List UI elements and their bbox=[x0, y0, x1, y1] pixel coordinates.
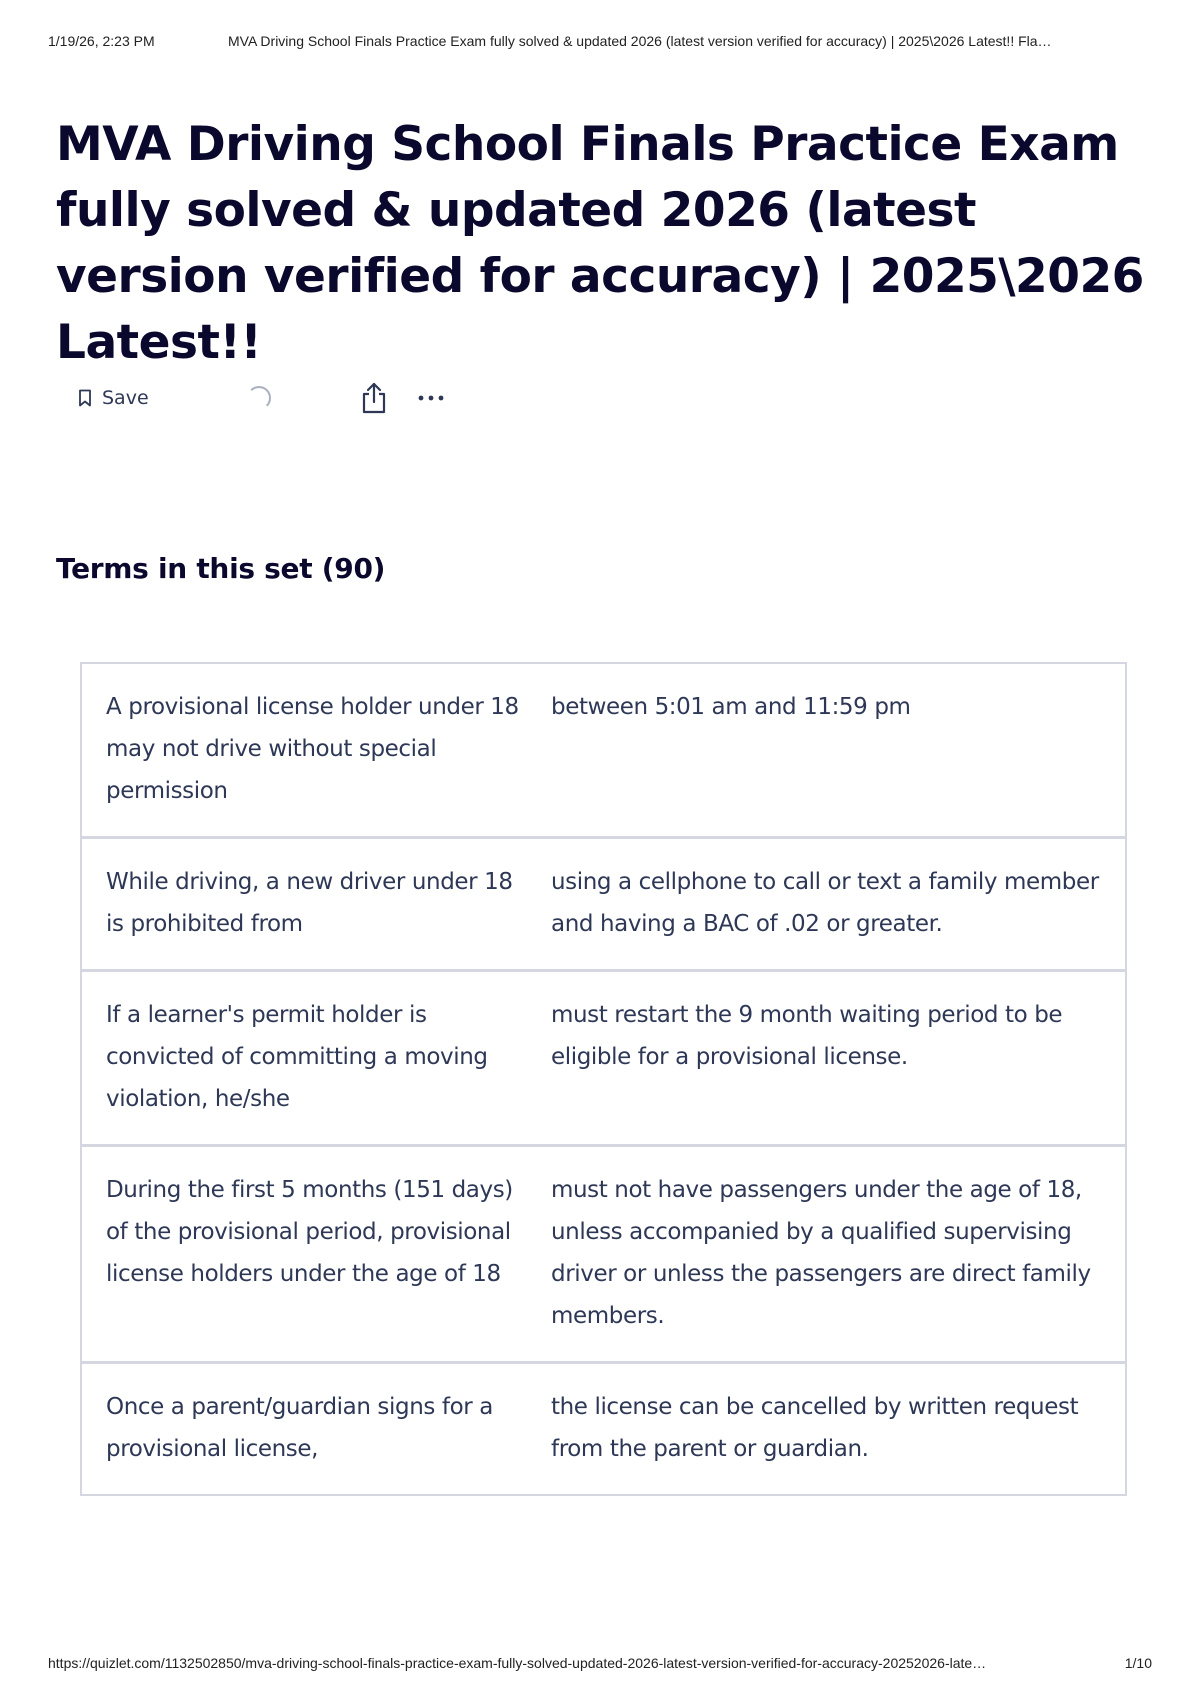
print-document-title: MVA Driving School Finals Practice Exam fully solved & updated 2026 (latest version verified for accuracy) | 2025\2026 Latest!! Fla… bbox=[228, 33, 1052, 49]
term-row bbox=[82, 1361, 1125, 1494]
term-word: While driving, a new driver under 18 is prohibited from bbox=[106, 869, 513, 937]
term-definition: the license can be cancelled by written request from the parent or guardian. bbox=[551, 1394, 1079, 1462]
save-button[interactable] bbox=[78, 387, 149, 409]
page-title: MVA Driving School Finals Practice Exam fully solved & updated 2026 (latest version verified for accuracy) | 2025\2026 Latest!! bbox=[56, 117, 1144, 370]
more-icon bbox=[417, 394, 445, 402]
term-word: During the first 5 months (151 days) of the provisional period, provisional license holders under the age of 18 bbox=[106, 1177, 513, 1287]
print-header bbox=[48, 33, 1152, 49]
print-footer bbox=[48, 1655, 1152, 1671]
print-timestamp: 1/19/26, 2:23 PM bbox=[48, 33, 155, 49]
term-row bbox=[82, 969, 1125, 1144]
share-icon bbox=[361, 381, 387, 415]
print-url: https://quizlet.com/1132502850/mva-driving-school-finals-practice-exam-fully-solved-updated-2026-latest-version-verified-for-accuracy-20252026-late… bbox=[48, 1655, 987, 1671]
term-word: A provisional license holder under 18 may not drive without special permission bbox=[106, 694, 519, 804]
term-word: If a learner's permit holder is convicted of committing a moving violation, he/she bbox=[106, 1002, 488, 1112]
term-definition: must restart the 9 month waiting period to be eligible for a provisional license. bbox=[551, 1002, 1063, 1070]
terms-heading: Terms in this set (90) bbox=[56, 552, 386, 585]
term-word: Once a parent/guardian signs for a provisional license, bbox=[106, 1394, 493, 1462]
save-label: Save bbox=[102, 387, 149, 409]
more-options-button[interactable] bbox=[417, 394, 445, 402]
term-row bbox=[82, 664, 1125, 836]
terms-list bbox=[80, 662, 1127, 1496]
loading-spinner bbox=[247, 386, 271, 410]
print-page-number: 1/10 bbox=[1124, 1655, 1152, 1671]
term-definition: using a cellphone to call or text a family member and having a BAC of .02 or greater. bbox=[551, 869, 1099, 937]
term-row bbox=[82, 836, 1125, 969]
share-button[interactable] bbox=[361, 381, 387, 415]
term-definition: between 5:01 am and 11:59 pm bbox=[551, 694, 911, 720]
bookmark-icon bbox=[78, 389, 92, 407]
term-row bbox=[82, 1144, 1125, 1361]
term-definition: must not have passengers under the age of 18, unless accompanied by a qualified supervising driver or unless the passengers are direct family members. bbox=[551, 1177, 1091, 1329]
set-actions-toolbar bbox=[78, 378, 445, 418]
